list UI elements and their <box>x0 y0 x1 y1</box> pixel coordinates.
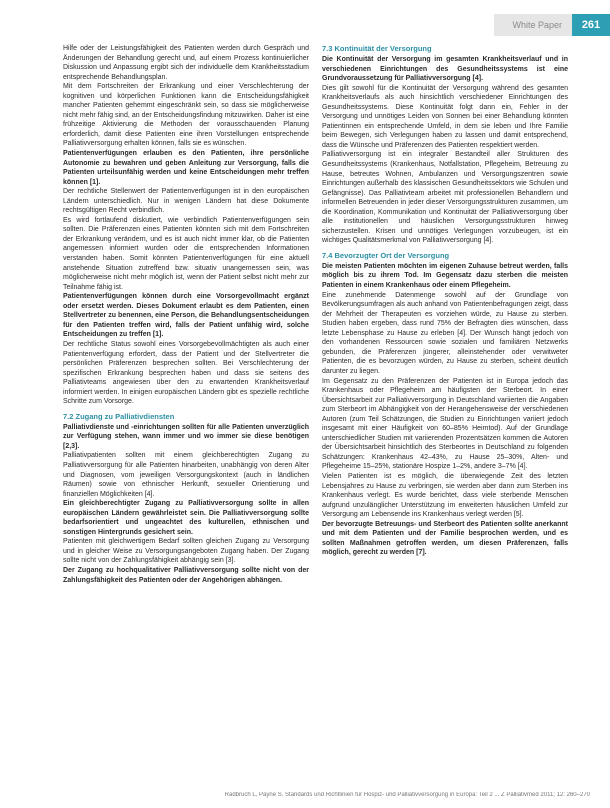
key-statement: Die Kontinuität der Versorgung im gesamten Krankheitsverlauf und in verschiedenen Einrichtungen des Gesundheitssystems ist eine Grundvoraussetzung für Palliativversorgung [4]. <box>322 56 568 83</box>
paragraph: Eine zunehmende Datenmenge sowohl auf der Grundlage von Bevölkerungsumfragen als auch anhand von Patientenbefragungen zeigt, dass der Mehrheit der Therapeuten es vorziehen würde, zu Hause zu sterben. Studien haben ergeben, dass rund 75% der Befragten dies wünschen, dass letzte Lebensphase zu Hause zu erleben [4]. Der Wunsch hängt jedoch von den vorhandenen Ressourcen sowie sozialen und familiären Netzwerks gebunden, die Präferenzen jüngerer, alleinstehender oder verwitweter Patienten, die es bevorzugen würden, zu Hause zu sterben, scheint deutlich darunter zu liegen. <box>322 291 568 375</box>
page-number: 261 <box>572 14 610 36</box>
paragraph: Palliativpatienten sollten mit einem gleichberechtigten Zugang zu Palliativversorgung für alle Patienten hinarbeiten, unabhängig von deren Alter und Diagnosen, vom jeweiligen Versorgungskontext (auch in ländlichen Räumen) sowie von ethnischer Herkunft, sexueller Orientierung und finanziellen Möglichkeiten [4]. <box>63 452 309 498</box>
header-label: White Paper <box>494 14 572 36</box>
section-heading: 7.3 Kontinuität der Versorgung <box>322 44 432 53</box>
paragraph: Dies gilt sowohl für die Kontinuität der Versorgung während des gesamten Krankheitsverlaufs als auch hinsichtlich verschiedener Einrichtungen des Gesundheitssystems. Diese Kontinuität folgt dann ein, Fehler in der Versorgung und unnötiges Leiden von Sonnen bei einer Behandlung könnten Patientinnen ein entsprechende Umfeld, in dem sie leben und Ihre Familie beim Bewegen, sich Verlegungen haben zu lassen und damit entsprechend, dass die Wünsche und Präferenzen des Patienten respektiert werden. <box>322 84 568 149</box>
paragraph: Mit dem Fortschreiten der Erkrankung und einer Verschlechterung der kognitiven und körperlichen Funktionen kann die Entscheidungsfähigkeit mancher Patienten gehemmt eingeschränkt sein, so dass sie möglicherweise nicht mehr fähig sind, an der Entscheidungsfindung mitzuwirken. Daher ist eine frühzeitige Aktivierung die Methoden der vorausschauenden Planung erforderlich, damit diese Patienten eine ihren Vorstellungen entsprechende Palliativversorgung erhalten können, falls sie es wünschen. <box>63 83 309 148</box>
right-column <box>322 44 568 784</box>
key-statement: Der Zugang zu hochqualitativer Palliativversorgung sollte nicht von der Zahlungsfähigkeit des Patienten oder der Angehörigen abhängen. <box>63 566 309 584</box>
paragraph: Palliativversorgung ist ein integraler Bestandteil aller Strukturen des Gesundheitssystems (Krankenhaus, Notfallstation, Pflegeheim, Betreuung zu Hause, betreutes Wohnen, Ambulanzen und Versorgungszentren sowie Einrichtungen außerhalb des klassischen Gesundheitssektors wie Schulen und Gefängnisse). Das Palliativteam arbeitet mit professionellen Behandlern und informellen Betreuenden in jeder dieser Versorgungsstrukturen zusammen, um die Koordination, Kommunikation und Kontinuität der Palliativversorgung über alle institutionellen und häuslichen Versorgungsstrukturen hinweg sicherzustellen. Krisen und unnötiges Verlegungen vorzubeugen, ist ein wichtiges Qualitätsmerkmal von Palliativversorgung [4]. <box>322 151 568 245</box>
paragraph: Der rechtliche Status sowohl eines Vorsorgebevollmächtigten als auch einer Patientenverfügung erfordert, dass der Patient und der Stellvertreter die persönlichen Präferenzen besprechen sollten. Bei Verschlechterung der spezifischen Erkrankung besprechen haben und dass sie seitens des Palliativteams angewiesen über den zu erwartenden Krankheitsverlauf informiert werden. In einigen europäischen Ländern gibt es spezielle rechtliche Schritte zum Vorsorge. <box>63 340 309 406</box>
paragraph: Im Gegensatz zu den Präferenzen der Patienten ist in Europa jedoch das Krankenhaus oder Pflegeheim am häufigsten der Sterbeort. In einer Übersichtsarbeit zur Palliativversorgung in Deutschland variierten die Angaben zum Sterbeort im Abhängigkeit von der Herangehensweise der verschiedenen Autoren (zum Teil Schätzungen, die Studien zu Einrichtungen variiert jedoch insgesamt mit einer Häufigkeit von 60–85% Heimtod). Auf der Grundlage unterschiedlicher Studien mit variierenden Prozentsätzen kommen die Autoren der Übersichtsarbeit hinsichtlich des Sterbeortes in Deutschland zu folgenden Schätzungen: Krankenhaus 42–43%, zu Hause 25–30%, Alten- und Pflegeheime 15–25%, stationäre Hospize 1–2%, andere 3–7% [4]. <box>322 377 568 471</box>
key-statement: Die meisten Patienten möchten im eigenen Zuhause betreut werden, falls möglich bis zu ihrem Tod. Im Gegensatz dazu sterben die meisten Patienten in einem Krankenhaus oder einem Pflegeheim. <box>322 262 568 290</box>
paragraph: Patienten mit gleichwertigem Bedarf sollten gleichen Zugang zu Versorgung und in gleicher Weise zu Versorgungsangeboten Zugang haben. Der Zugang sollte nicht von der Zahlungsfähigkeit abhängig sein [3]. <box>63 538 309 565</box>
left-column <box>63 44 309 784</box>
paragraph: Vielen Patienten ist es möglich, die überwiegende Zeit des letzten Lebensjahres zu Hause zu verbringen, sie werden aber dann zum Sterben ins Krankenhaus verlegt. Es wurde berichtet, dass viele sterbende Menschen aufgrund unzulänglicher Unterstützung im erweiterten häuslichen Umfeld zur Versorgung am Lebensende ins Krankenhaus verlegt werden [5]. <box>322 472 568 519</box>
key-statement: Patientenverfügungen erlauben es den Patienten, ihre persönliche Autonomie zu bewahren und geben Anleitung zur Versorgung, falls die Patienten urteilsunfähig werden und keine Entscheidungen mehr treffen können [1]. <box>63 150 309 186</box>
section-heading: 7.4 Bevorzugter Ort der Versorgung <box>322 250 450 260</box>
key-statement: Patientenverfügungen können durch eine Vorsorgevollmacht ergänzt oder ersetzt werden. Dieses Dokument erlaubt es dem Patienten, einen Stellvertreter zu benennen, eine Person, die Behandlungsentscheidungen für den Patienten treffen wird, falls der Patient unfähig wird, solche Entscheidungen zu treffen [1]. <box>63 293 309 339</box>
paragraph: Der rechtliche Stellenwert der Patientenverfügungen ist in den europäischen Ländern unterschiedlich. Nur in wenigen Ländern hat diese Dokumente rechtsgültigen Recht verbindlich. <box>63 188 309 215</box>
footer-citation: Radbruch L, Payne S. Standards und Richtlinien für Hospiz- und Palliativversorgung in Europa: Teil 2 ... Z Palliativmed 2011; 12: 260–270 <box>224 792 590 798</box>
section-heading: 7.2 Zugang zu Palliativdiensten <box>63 411 175 421</box>
page-header <box>494 14 610 36</box>
paragraph: Hilfe oder der Leistungsfähigkeit des Patienten werden durch Gespräch und Änderungen der Behandlung gerecht und, auf einem Prozess kontinuierlicher Diskussion und Anpassung ergibt sich der individuelle dem Krankheitsstadium entsprechende Behandlungsplan. <box>63 45 309 81</box>
key-statement: Der bevorzugte Betreuungs- und Sterbeort des Patienten sollte anerkannt und mit dem Patienten und der Familie besprochen werden, und es sollten Maßnahmen getroffen werden, um diesen Präferenzen, falls möglich, gerecht zu werden [7]. <box>322 520 568 557</box>
key-statement: Ein gleichberechtigter Zugang zu Palliativversorgung sollte in allen europäischen Ländern gewährleistet sein. Die Palliativversorgung sollte bedarfsorientiert und ungeachtet des kulturellen, ethnischen und sonstigen Hintergrunds gesichert sein. <box>63 500 309 536</box>
paragraph: Es wird fortlaufend diskutiert, wie verbindlich Patientenverfügungen sein sollten. Die Präferenzen eines Patienten könnten sich mit dem Fortschreiten der Erkrankung verändern, und es ist auch nicht immer klar, ob die Patienten angemessen informiert wurden oder die entsprechenden Informationen verstanden haben. Somit könnten Patientenverfügungen für eine aktuell anstehende Situation zutreffend bzw. situativ unangemessen sein, was möglicherweise nicht mehr möglich ist, wenn der Patient selbst nicht mehr zur Teilnahme fähig ist. <box>63 216 309 291</box>
key-statement: Palliativdienste und -einrichtungen sollten für alle Patienten unverzüglich zur Verfügung stehen, wann immer und wo immer sie diese benötigen [2,3]. <box>63 423 309 450</box>
